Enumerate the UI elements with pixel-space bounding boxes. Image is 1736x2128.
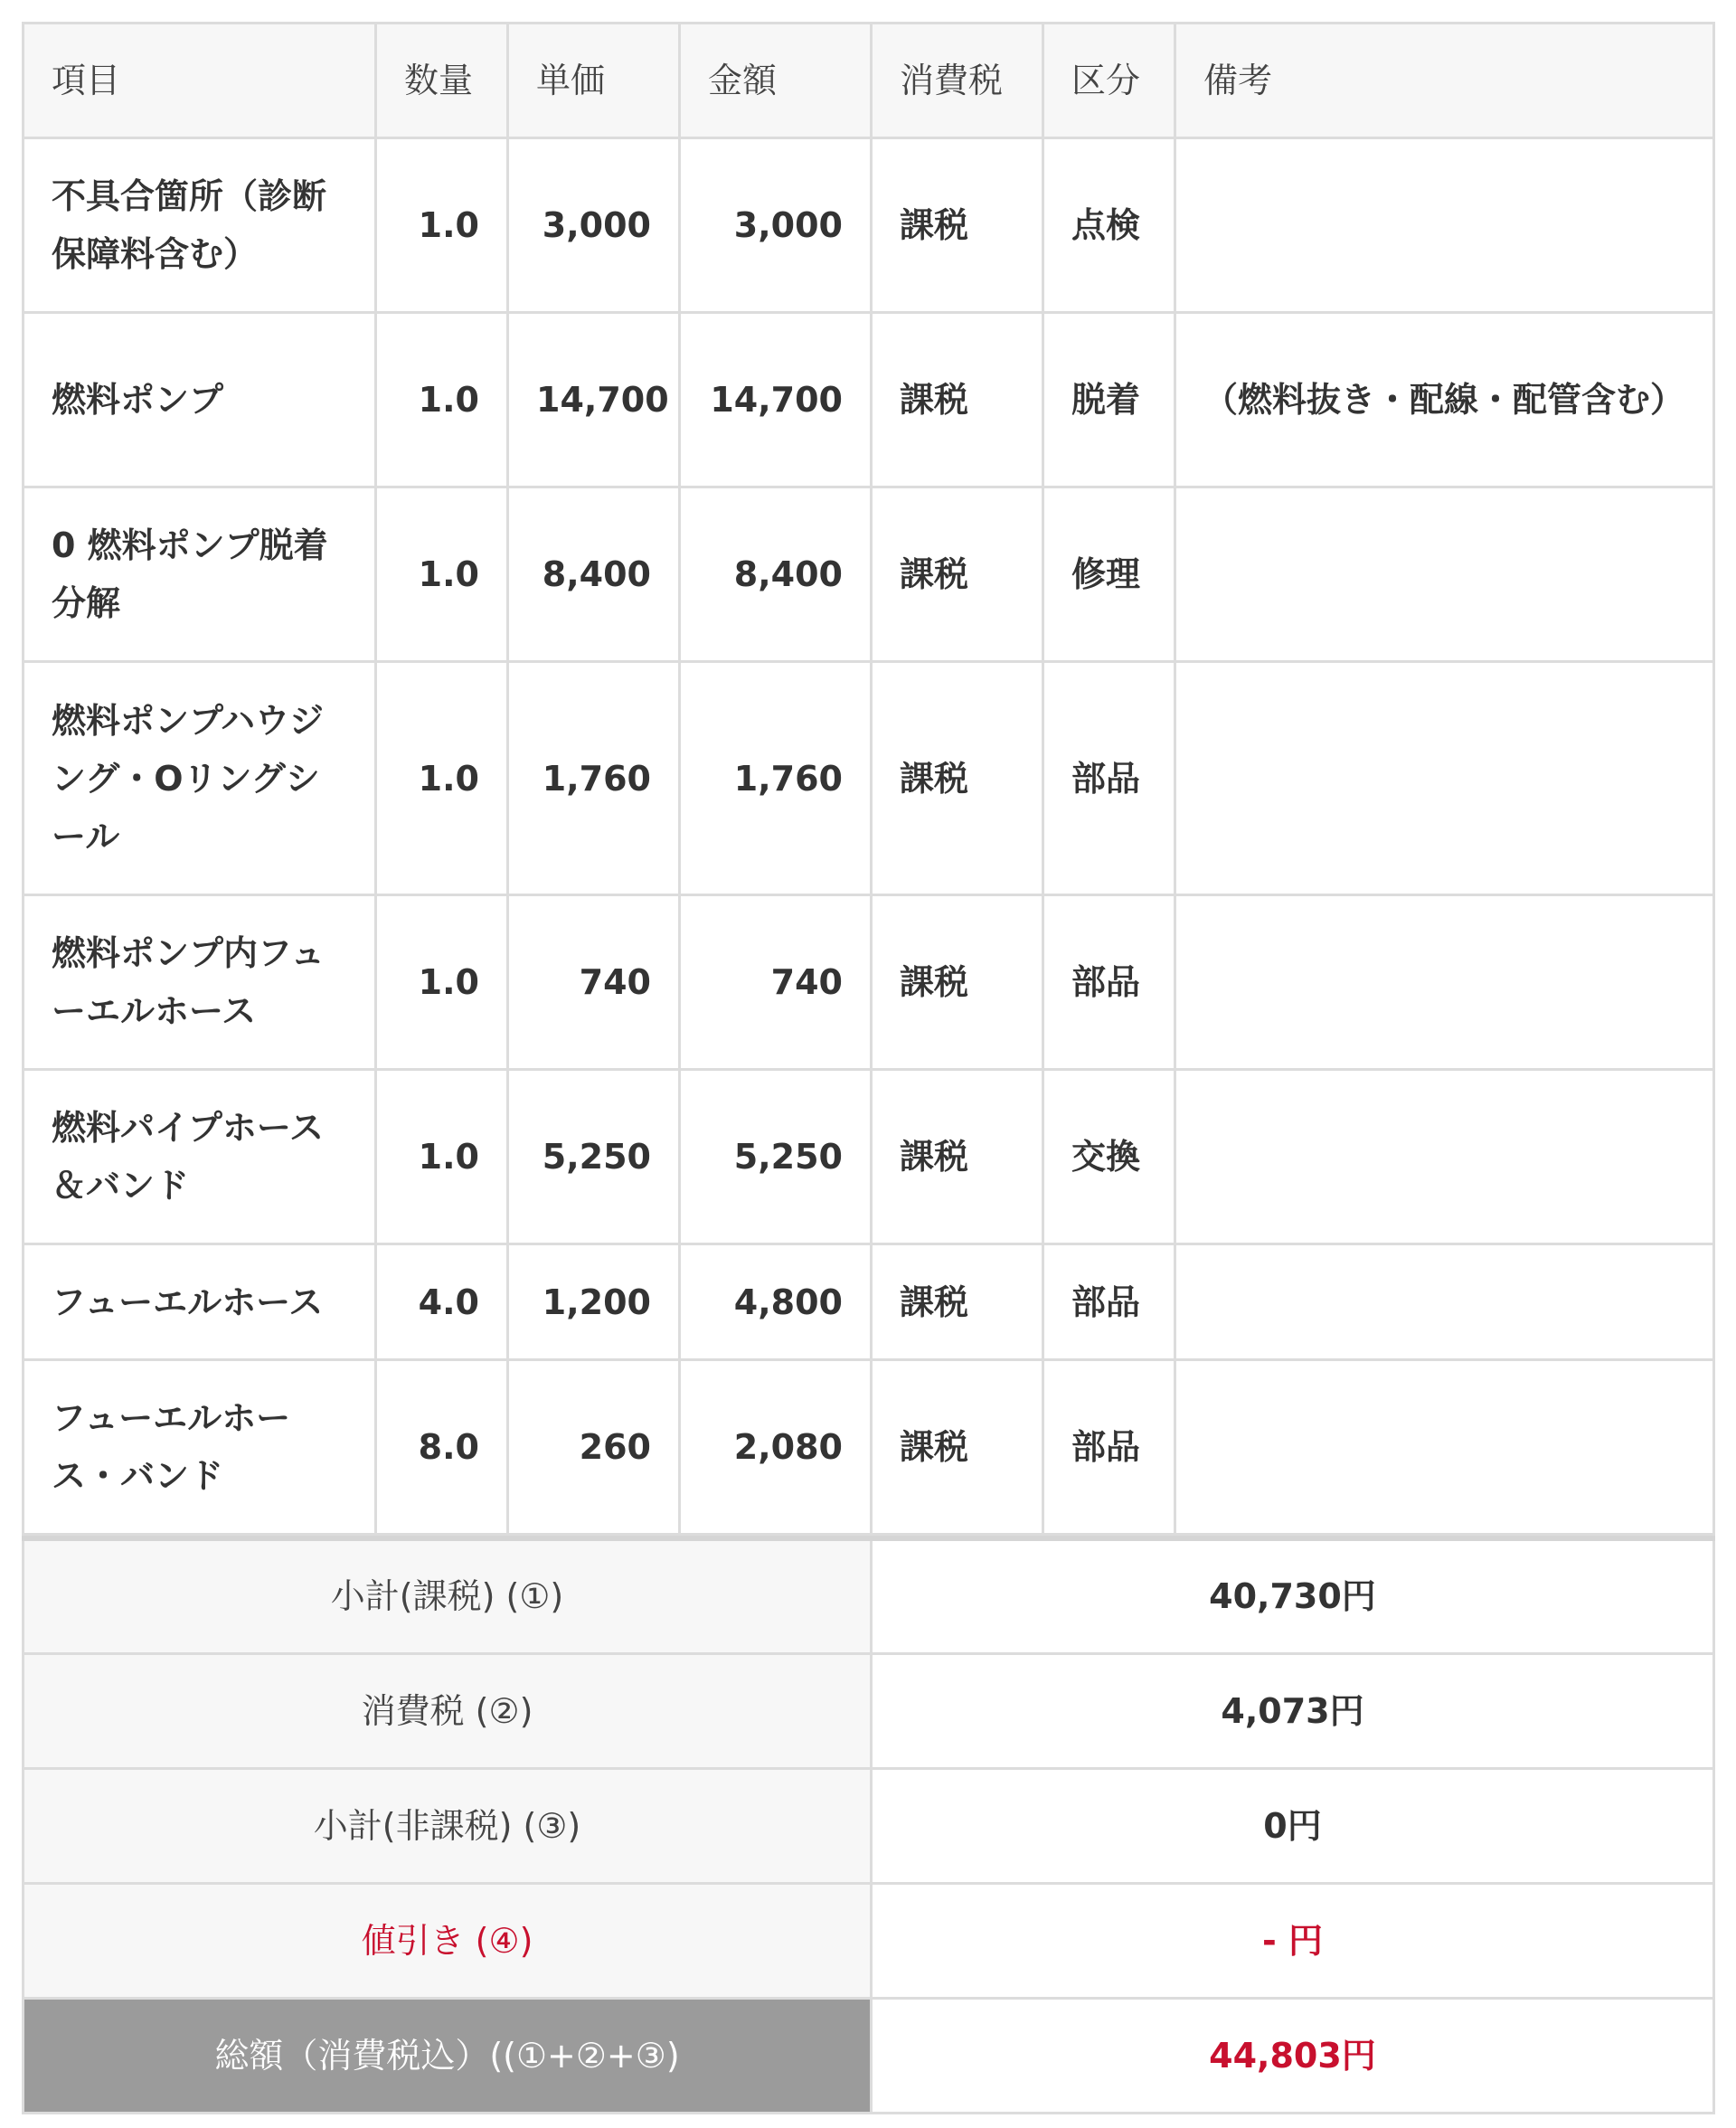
row-qty: 8.0 — [376, 1360, 508, 1535]
table-row — [24, 138, 1714, 313]
header-qty: 数量 — [376, 24, 508, 138]
row-notes — [1175, 487, 1714, 662]
row-tax: 課税 — [872, 1360, 1043, 1535]
summary-row-nontaxable-subtotal — [24, 1768, 1714, 1883]
discount-label: 値引き (④) — [24, 1883, 872, 1998]
table-row — [24, 1244, 1714, 1360]
row-amount: 740 — [680, 895, 872, 1070]
row-unit-price: 8,400 — [508, 487, 680, 662]
nontaxable-subtotal-value: 0円 — [872, 1768, 1714, 1883]
row-category: 部品 — [1043, 662, 1175, 895]
estimate-items-table — [22, 22, 1715, 1536]
total-value: 44,803円 — [872, 1998, 1714, 2113]
consumption-tax-label: 消費税 (②) — [24, 1653, 872, 1768]
header-item: 項目 — [24, 24, 376, 138]
row-tax: 課税 — [872, 313, 1043, 487]
row-qty: 1.0 — [376, 313, 508, 487]
row-category: 脱着 — [1043, 313, 1175, 487]
row-unit-price: 260 — [508, 1360, 680, 1535]
row-item: 0 燃料ポンプ脱着分解 — [24, 487, 376, 662]
row-notes — [1175, 662, 1714, 895]
row-tax: 課税 — [872, 138, 1043, 313]
summary-row-discount — [24, 1883, 1714, 1998]
row-notes — [1175, 1360, 1714, 1535]
row-tax: 課税 — [872, 487, 1043, 662]
row-category: 部品 — [1043, 1244, 1175, 1360]
summary-row-total — [24, 1998, 1714, 2113]
row-amount: 8,400 — [680, 487, 872, 662]
row-item: フューエルホース — [24, 1244, 376, 1360]
estimate-container — [22, 22, 1712, 2114]
row-category: 部品 — [1043, 895, 1175, 1070]
row-item: 燃料パイプホース＆バンド — [24, 1070, 376, 1244]
header-category: 区分 — [1043, 24, 1175, 138]
summary-row-consumption-tax — [24, 1653, 1714, 1768]
row-qty: 1.0 — [376, 1070, 508, 1244]
table-row — [24, 662, 1714, 895]
row-qty: 1.0 — [376, 895, 508, 1070]
row-amount: 2,080 — [680, 1360, 872, 1535]
row-item: 燃料ポンプ — [24, 313, 376, 487]
row-item: フューエルホース・バンド — [24, 1360, 376, 1535]
row-item: 燃料ポンプ内フューエルホース — [24, 895, 376, 1070]
row-unit-price: 14,700 — [508, 313, 680, 487]
row-amount: 3,000 — [680, 138, 872, 313]
discount-value: - 円 — [872, 1883, 1714, 1998]
row-amount: 4,800 — [680, 1244, 872, 1360]
row-notes — [1175, 1244, 1714, 1360]
table-row — [24, 313, 1714, 487]
row-notes — [1175, 1070, 1714, 1244]
row-unit-price: 3,000 — [508, 138, 680, 313]
row-tax: 課税 — [872, 1070, 1043, 1244]
row-category: 交換 — [1043, 1070, 1175, 1244]
table-row — [24, 895, 1714, 1070]
row-qty: 4.0 — [376, 1244, 508, 1360]
table-row — [24, 1070, 1714, 1244]
total-label: 総額（消費税込）((①+②+③) — [24, 1998, 872, 2113]
row-qty: 1.0 — [376, 487, 508, 662]
summary-row-taxable-subtotal — [24, 1538, 1714, 1653]
row-amount: 14,700 — [680, 313, 872, 487]
table-row — [24, 487, 1714, 662]
row-notes — [1175, 895, 1714, 1070]
row-unit-price: 740 — [508, 895, 680, 1070]
taxable-subtotal-label: 小計(課税) (①) — [24, 1538, 872, 1653]
estimate-summary-table — [22, 1536, 1715, 2114]
row-tax: 課税 — [872, 895, 1043, 1070]
row-tax: 課税 — [872, 1244, 1043, 1360]
row-notes — [1175, 138, 1714, 313]
row-qty: 1.0 — [376, 662, 508, 895]
row-unit-price: 1,200 — [508, 1244, 680, 1360]
row-qty: 1.0 — [376, 138, 508, 313]
header-notes: 備考 — [1175, 24, 1714, 138]
row-item: 不具合箇所（診断保障料含む） — [24, 138, 376, 313]
row-category: 部品 — [1043, 1360, 1175, 1535]
header-tax: 消費税 — [872, 24, 1043, 138]
row-category: 修理 — [1043, 487, 1175, 662]
table-header-row — [24, 24, 1714, 138]
row-amount: 5,250 — [680, 1070, 872, 1244]
row-amount: 1,760 — [680, 662, 872, 895]
row-item: 燃料ポンプハウジング・Oリングシール — [24, 662, 376, 895]
nontaxable-subtotal-label: 小計(非課税) (③) — [24, 1768, 872, 1883]
table-row — [24, 1360, 1714, 1535]
row-tax: 課税 — [872, 662, 1043, 895]
row-notes: （燃料抜き・配線・配管含む） — [1175, 313, 1714, 487]
header-amount: 金額 — [680, 24, 872, 138]
row-category: 点検 — [1043, 138, 1175, 313]
header-unit-price: 単価 — [508, 24, 680, 138]
row-unit-price: 1,760 — [508, 662, 680, 895]
consumption-tax-value: 4,073円 — [872, 1653, 1714, 1768]
taxable-subtotal-value: 40,730円 — [872, 1538, 1714, 1653]
row-unit-price: 5,250 — [508, 1070, 680, 1244]
